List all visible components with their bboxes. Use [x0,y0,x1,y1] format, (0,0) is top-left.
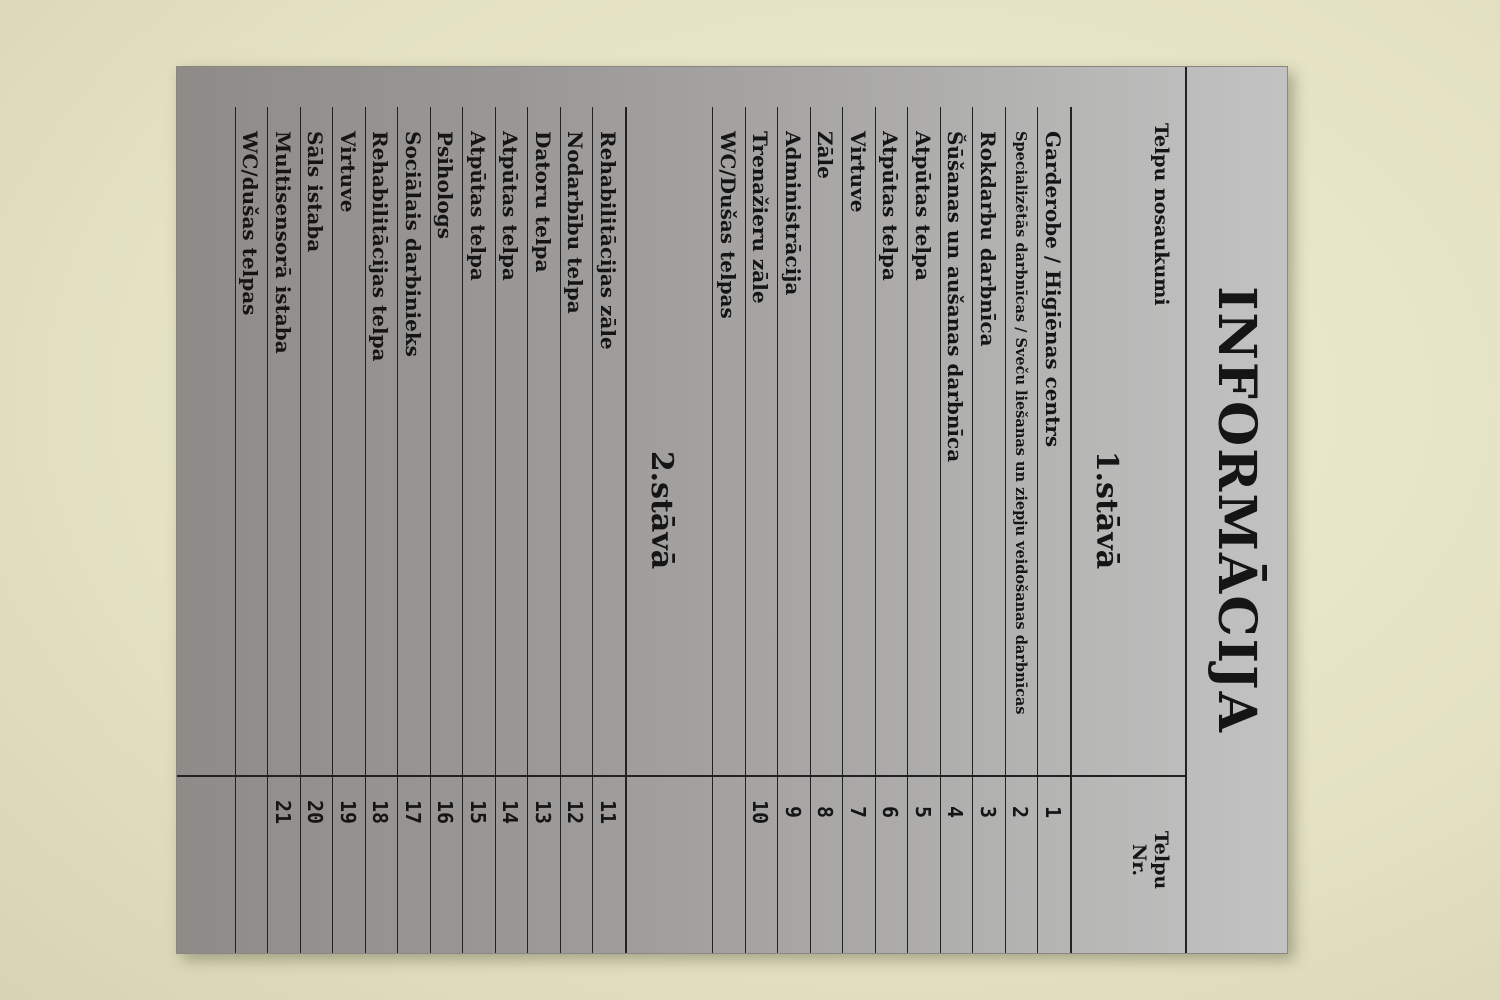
row-divider [843,107,844,953]
room-name: Atpūtas telpa [878,131,903,281]
room-name: Zāle [813,131,838,179]
sign-content [177,67,1287,953]
row-divider [908,107,909,953]
row-divider [940,107,941,953]
row-divider [778,107,779,953]
floor-heading: 2.stāvā [644,450,679,570]
room-number: 14 [498,799,523,825]
room-name: Atpūtas telpa [466,131,490,281]
room-number: 12 [563,799,588,825]
number-column-divider [177,775,1187,777]
room-number: 1 [1041,805,1065,819]
room-name: Specializētās darbnīcas / Sveču liešanas un ziepju veidošanas darbnīcas [1012,131,1030,715]
row-divider [713,107,714,953]
title-divider [1185,67,1187,953]
room-number: 3 [976,805,1000,819]
room-number: 4 [943,805,968,819]
room-name: Nodarbību telpa [563,131,588,314]
row-divider [365,107,366,953]
row-divider [268,107,269,953]
room-name: Multisensorā istaba [271,131,295,354]
floor-heading: 1.stāvā [1089,450,1124,570]
room-number: 13 [531,799,555,825]
row-divider [398,107,399,953]
row-divider [875,107,876,953]
room-name: Datoru telpa [531,131,555,273]
room-number: 8 [813,805,838,819]
room-name: Šūšanas un aušanas darbnīca [943,131,968,463]
row-divider [560,107,561,953]
sign-title: INFORMĀCIJA [1206,286,1267,734]
room-name: Sāls istaba [303,131,328,253]
column-header-names: Telpu nosaukumi [1150,123,1172,306]
room-number: 16 [433,799,458,825]
row-divider [810,107,811,953]
information-sign [176,66,1288,954]
row-divider [745,107,746,953]
row-divider [973,107,974,953]
row-divider [1005,107,1006,953]
room-name: Atpūtas telpa [498,131,523,281]
room-name: Psihologs [433,131,458,239]
row-divider [495,107,496,953]
row-divider [333,107,334,953]
room-number: 11 [596,799,620,825]
column-header-numbers: Telpu Nr. [1128,830,1172,890]
row-divider [300,107,301,953]
row-divider [593,107,594,953]
floor-divider [625,107,627,953]
room-name: Trenažieru zāle [748,131,773,304]
room-number: 9 [781,805,805,819]
row-divider [528,107,529,953]
room-name: Rehabilitācijas zāle [596,131,620,350]
room-name: Administrācija [781,131,805,296]
room-number: 7 [846,805,870,819]
room-name: Virtuve [846,131,870,213]
room-number: 10 [748,799,773,825]
room-name: Atpūtas telpa [911,131,935,281]
room-name: Rehabilitācijas telpa [368,131,393,362]
room-number: 19 [336,799,360,825]
room-name: Garderobe / Higiēnas centrs [1041,131,1065,448]
room-name: WC/dušas telpas [238,131,263,316]
row-divider [235,107,236,953]
room-number: 2 [1008,805,1033,819]
room-number: 5 [911,805,935,819]
room-name: Rokdarbu darbnīca [976,131,1000,347]
room-number: 17 [401,799,425,825]
room-number: 15 [466,799,490,825]
row-divider [430,107,431,953]
room-name: WC/Dušas telpas [716,131,740,319]
room-number: 6 [878,805,903,819]
room-number: 20 [303,799,328,825]
row-divider [1038,107,1039,953]
room-number: 21 [271,799,295,825]
floor-divider [1070,107,1072,953]
room-name: Virtuve [336,131,360,213]
row-divider [463,107,464,953]
room-name: Sociālais darbinieks [401,131,425,357]
room-number: 18 [368,799,393,825]
